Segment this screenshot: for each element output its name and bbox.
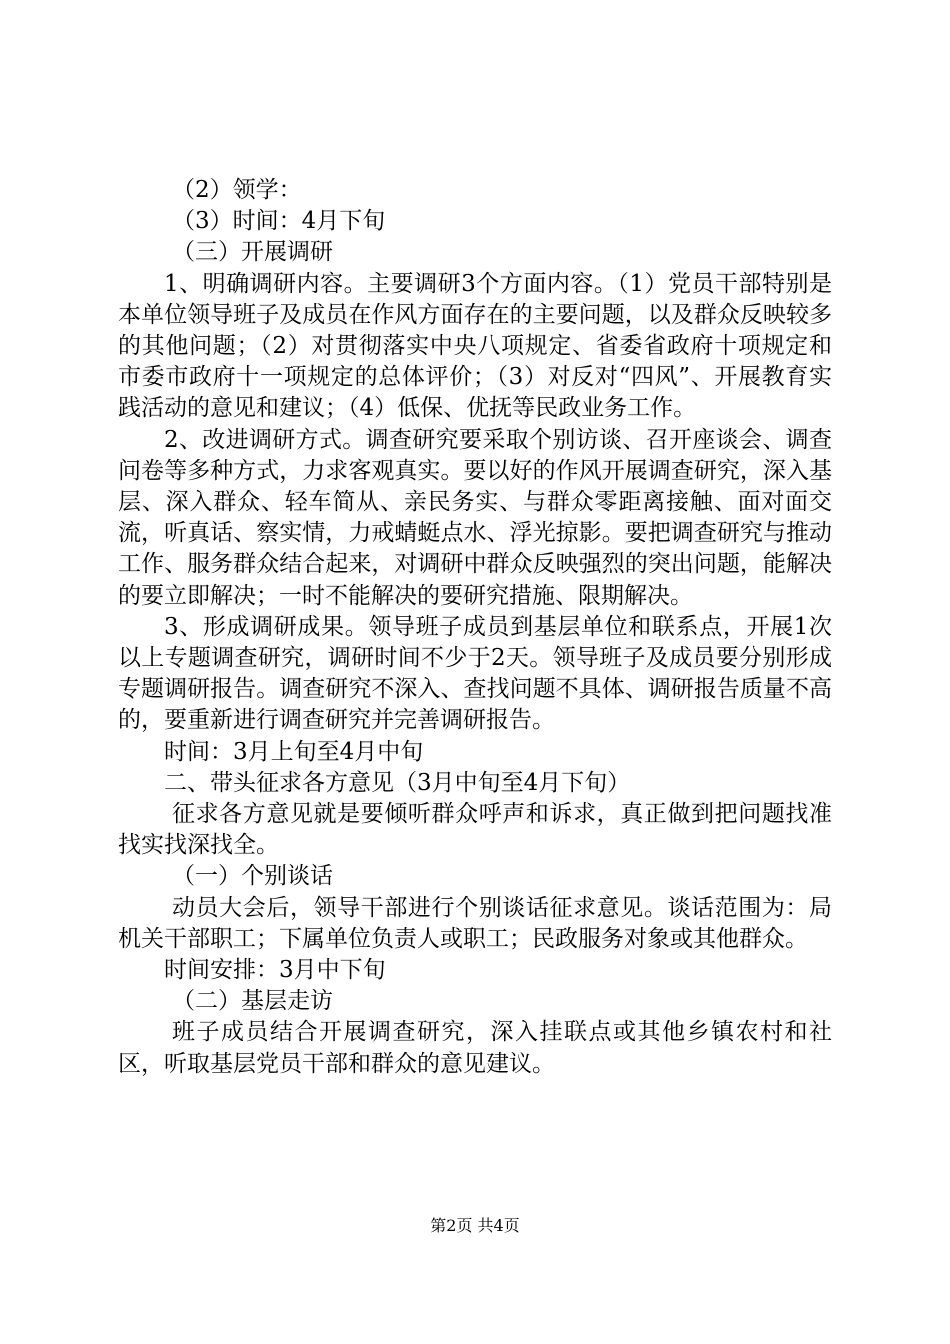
paragraph-opinions-intro: 征求各方意见就是要倾听群众呼声和诉求，真正做到把问题找准找实找深找全。	[118, 801, 832, 859]
subitem-lead: （2）领学：	[172, 177, 302, 203]
section-heading-research: （三）开展调研	[172, 239, 333, 266]
paragraph-research-content: 1、明确调研内容。主要调研3个方面内容。（1）党员干部特别是本单位领导班子及成员在作风方面存在的主要问题，以及群众反映较多的其他问题；（2）对贯彻落实中央八项规定、省委省政府十项规定和市委市政府十一项规定的总体评价；（3）对反对“四风”、开展教育实践活动的意见和建议；（4）低保、优抚等民政业务工作。	[118, 270, 832, 422]
paragraph-talks-schedule: 时间安排：3月中下旬	[164, 957, 386, 984]
paragraph-research-time: 时间：3月上旬至4月中旬	[164, 738, 424, 765]
section-heading-opinions: 二、带头征求各方意见（3月中旬至4月下旬）	[164, 769, 631, 796]
subheading-individual-talks: （一）个别谈话	[172, 863, 333, 890]
paragraph-research-method: 2、改进调研方式。调查研究要采取个别访谈、召开座谈会、调查问卷等多种方式，力求客观真实。要以好的作风开展调查研究，深入基层、深入群众、轻车简从、亲民务实、与群众零距离接触、面对面交流，听真话、察实情，力戒蜻蜓点水、浮光掠影。要把调查研究与推动工作、服务群众结合起来，对调研中群众反映强烈的突出问题，能解决的要立即解决；一时不能解决的要研究措施、限期解决。	[118, 426, 832, 609]
paragraph-individual-talks: 动员大会后，领导干部进行个别谈话征求意见。谈话范围为：局机关干部职工；下属单位负责人或职工；民政服务对象或其他群众。	[118, 894, 832, 952]
page-number-footer: 第2页 共4页	[430, 1216, 520, 1235]
paragraph-grassroots-visits: 班子成员结合开展调查研究，深入挂联点或其他乡镇农村和社区，听取基层党员干部和群众的意见建议。	[118, 1019, 832, 1077]
document-body	[118, 175, 832, 1080]
paragraph-research-results: 3、形成调研成果。领导班子成员到基层单位和联系点，开展1次以上专题调查研究，调研时间不少于2天。领导班子及成员要分别形成专题调研报告。调查研究不深入、查找问题不具体、调研报告质量不高的，要重新进行调查研究并完善调研报告。	[118, 613, 832, 734]
subheading-grassroots-visits: （二）基层走访	[172, 988, 333, 1015]
subitem-time: （3）时间：4月下旬	[172, 208, 386, 235]
